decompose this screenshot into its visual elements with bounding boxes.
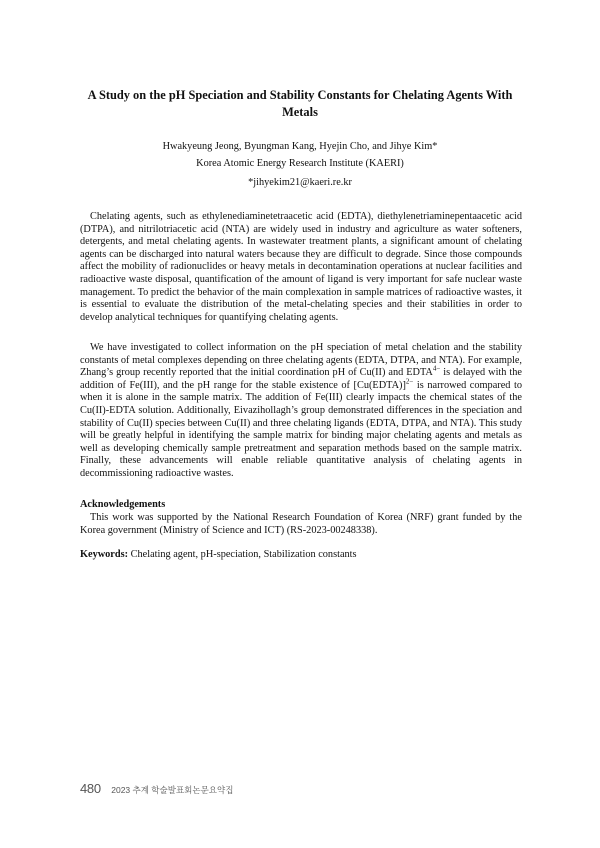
acknowledgements-text: This work was supported by the National Research Foundation of Korea (NRF) grant funded by the Korea government (Ministry of Science and ICT) (RS-2023-00248338). — [80, 512, 522, 536]
proceedings-title: 2023 추계 학술발표회논문요약집 — [111, 785, 234, 795]
corresponding-email: *jihyekim21@kaeri.re.kr — [248, 177, 352, 188]
abstract-paragraph-2 — [80, 342, 522, 481]
page-number: 480 — [80, 781, 101, 796]
abstract-paragraph-1: Chelating agents, such as ethylenediaminetetraacetic acid (EDTA), diethylenetriaminepentaacetic acid (DTPA), and nitrilotriacetic acid (NTA) are widely used in industry and agriculture as water softeners, detergents, and metal chelating agents. In wastewater treatment plants, a significant amount of chelating agents can be discharged into natural waters because they are difficult to degrade. Since those compounds affect the mobility of radionuclides or heavy metals in decontamination operations at nuclear facilities and radioactive waste disposal, quantification of the amount of ligand is very important for safe nuclear waste management. To predict the behavior of the main complexation in sample matrices of radioactive wastes, it is essential to evaluate the distribution of the metal-chelating species and their stabilities in order to develop analytical techniques for quantifying chelating agents. — [80, 211, 522, 323]
author-list: Hwakyeung Jeong, Byungman Kang, Hyejin Cho, and Jihye Kim* — [162, 141, 438, 152]
keywords-label: Keywords: — [80, 549, 129, 560]
edta-charge-superscript: 4− — [432, 364, 441, 373]
paragraph-2-part-b: is delayed with the addition of Fe(III), and the pH range for the stable existence of [Cu(EDTA)] — [80, 367, 522, 391]
affiliation: Korea Atomic Energy Research Institute (KAERI) — [196, 158, 404, 169]
keywords-text: Chelating agent, pH-speciation, Stabilization constants — [128, 549, 357, 560]
keywords-line — [80, 549, 522, 562]
acknowledgements-heading: Acknowledgements — [80, 499, 166, 510]
paragraph-2-part-a: We have investigated to collect information on the pH speciation of metal chelation and the stability constants of metal complexes depending on three chelating agents (EDTA, DTPA, and NTA). For example, Zhang’s group recently reported that the initial coordination pH of Cu(II) and EDTA — [80, 342, 522, 379]
cu-edta-charge-superscript: 2− — [405, 377, 414, 386]
page-footer — [80, 780, 233, 798]
paper-title: A Study on the pH Speciation and Stability Constants for Chelating Agents With Metals — [87, 88, 513, 119]
paragraph-2-part-c: is narrowed compared to when it is alone in the sample matrix. The addition of Fe(III) clearly impacts the chemical states of the Cu(II)-EDTA solution. Additionally, Eivazihollagh’s group demonstrated differences in the speciation and stability of Cu(II) species between Cu(II) and three chelating ligands (EDTA, DTPA, and NTA). This study will be greatly helpful in identifying the sample matrix for binding major chelating agents and metals as well as developing chemically sample pretreatment and separation methods based on the sample matrix. Finally, these advancements will enable reliable quantitative analysis of chelating agents in decommissioning radioactive wastes. — [80, 379, 522, 479]
